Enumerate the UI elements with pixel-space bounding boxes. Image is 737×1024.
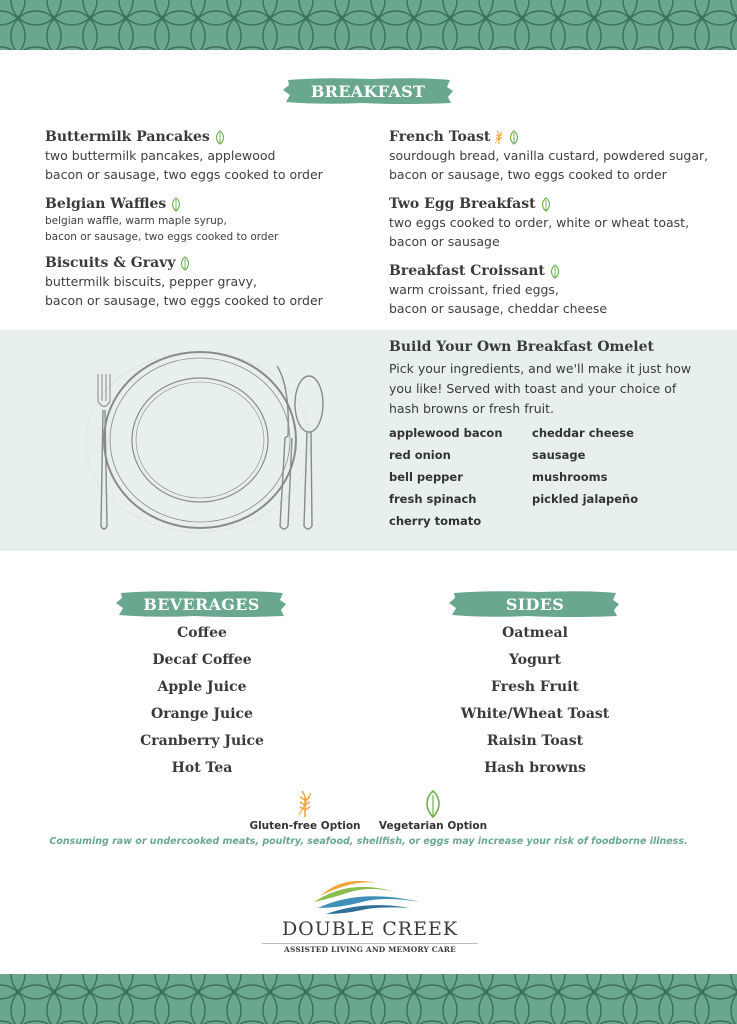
item-desc-line1: two buttermilk pancakes, applewood	[45, 148, 276, 163]
beverages-heading	[115, 590, 288, 618]
item-desc-line2: bacon or sausage, two eggs cooked to order	[45, 167, 323, 182]
item-desc-line2: bacon or sausage, two eggs cooked to order	[45, 231, 279, 243]
omelet-title: Build Your Own Breakfast Omelet	[389, 339, 654, 355]
menu-item-two-egg-breakfast	[389, 195, 709, 251]
item-desc-line2: bacon or sausage	[389, 234, 500, 249]
menu-item-french-toast	[389, 128, 709, 184]
vegetarian-icon	[549, 264, 561, 279]
item-name: Two Egg Breakfast	[389, 196, 536, 212]
ingredients-left-list	[389, 422, 529, 532]
ingredient-item: pickled jalapeño	[532, 492, 639, 506]
top-pattern-band	[0, 0, 737, 50]
item-desc-line2: bacon or sausage, two eggs cooked to order	[389, 167, 667, 182]
gluten-free-icon	[494, 130, 504, 145]
side-item: Fresh Fruit	[491, 679, 579, 695]
beverages-list	[112, 620, 292, 782]
ingredient-item: fresh spinach	[389, 492, 477, 506]
sides-heading	[448, 590, 622, 618]
ingredient-item: applewood bacon	[389, 426, 503, 440]
item-desc-line1: two eggs cooked to order, white or wheat toast,	[389, 215, 690, 230]
breakfast-heading	[282, 77, 454, 105]
plate-illustration	[80, 346, 340, 536]
item-name: Biscuits & Gravy	[45, 255, 176, 271]
ingredient-item: red onion	[389, 448, 451, 462]
vegetarian-icon	[214, 130, 226, 145]
gluten-free-icon	[296, 790, 314, 818]
logo-tagline: ASSISTED LIVING AND MEMORY CARE	[262, 943, 478, 954]
side-item: Hash browns	[484, 760, 586, 776]
item-desc-line1: sourdough bread, vanilla custard, powdered sugar,	[389, 148, 709, 163]
beverage-item: Cranberry Juice	[140, 733, 264, 749]
ingredient-item: sausage	[532, 448, 586, 462]
beverage-item: Coffee	[177, 625, 227, 641]
beverage-item: Hot Tea	[171, 760, 233, 776]
beverage-item: Orange Juice	[151, 706, 253, 722]
menu-item-belgian-waffles	[45, 195, 365, 245]
omelet-desc-line2: you like! Served with toast and your choice of	[389, 381, 677, 396]
item-desc-line1: warm croissant, fried eggs,	[389, 282, 559, 297]
legend-gluten-free	[244, 790, 366, 832]
vegetarian-icon	[424, 790, 442, 818]
beverage-item: Decaf Coffee	[152, 652, 252, 668]
legend-gluten-free-label: Gluten-free Option	[249, 820, 361, 832]
item-name: Buttermilk Pancakes	[45, 129, 210, 145]
sides-list	[445, 620, 625, 782]
ingredient-item: mushrooms	[532, 470, 608, 484]
ingredient-item: bell pepper	[389, 470, 463, 484]
omelet-section	[389, 338, 709, 419]
item-name: Belgian Waffles	[45, 196, 167, 212]
vegetarian-icon	[540, 197, 552, 212]
item-desc-line2: bacon or sausage, cheddar cheese	[389, 301, 608, 316]
ingredients-right-list	[532, 422, 692, 510]
menu-item-buttermilk-pancakes	[45, 128, 365, 184]
menu-item-biscuits-gravy	[45, 254, 365, 310]
item-desc-line1: belgian waffle, warm maple syrup,	[45, 215, 227, 227]
vegetarian-icon	[179, 256, 191, 271]
beverages-heading-text: BEVERAGES	[143, 594, 260, 614]
menu-item-breakfast-croissant	[389, 262, 709, 318]
ingredient-item: cherry tomato	[389, 514, 482, 528]
logo-name: DOUBLE CREEK	[281, 918, 459, 940]
item-desc-line2: bacon or sausage, two eggs cooked to order	[45, 293, 323, 308]
legend-vegetarian	[372, 790, 494, 832]
side-item: White/Wheat Toast	[460, 706, 610, 722]
item-desc-line1: buttermilk biscuits, pepper gravy,	[45, 274, 257, 289]
beverage-item: Apple Juice	[157, 679, 247, 695]
vegetarian-icon	[170, 197, 182, 212]
sides-heading-text: SIDES	[505, 594, 565, 614]
omelet-desc-line3: hash browns or fresh fruit.	[389, 401, 555, 416]
double-creek-logo-waves-icon	[270, 872, 470, 922]
side-item: Oatmeal	[502, 625, 568, 641]
ingredient-item: cheddar cheese	[532, 426, 634, 440]
item-name: French Toast	[389, 129, 491, 145]
side-item: Yogurt	[509, 652, 561, 668]
omelet-desc-line1: Pick your ingredients, and we'll make it just how	[389, 361, 692, 376]
bottom-pattern-band	[0, 974, 737, 1024]
side-item: Raisin Toast	[486, 733, 584, 749]
item-name: Breakfast Croissant	[389, 263, 545, 279]
food-safety-disclaimer: Consuming raw or undercooked meats, poultry, seafood, shellfish, or eggs may increase your risk of foodborne illness.	[49, 836, 688, 847]
vegetarian-icon	[508, 130, 520, 145]
legend-vegetarian-label: Vegetarian Option	[378, 820, 488, 832]
breakfast-heading-text: BREAKFAST	[310, 81, 426, 101]
